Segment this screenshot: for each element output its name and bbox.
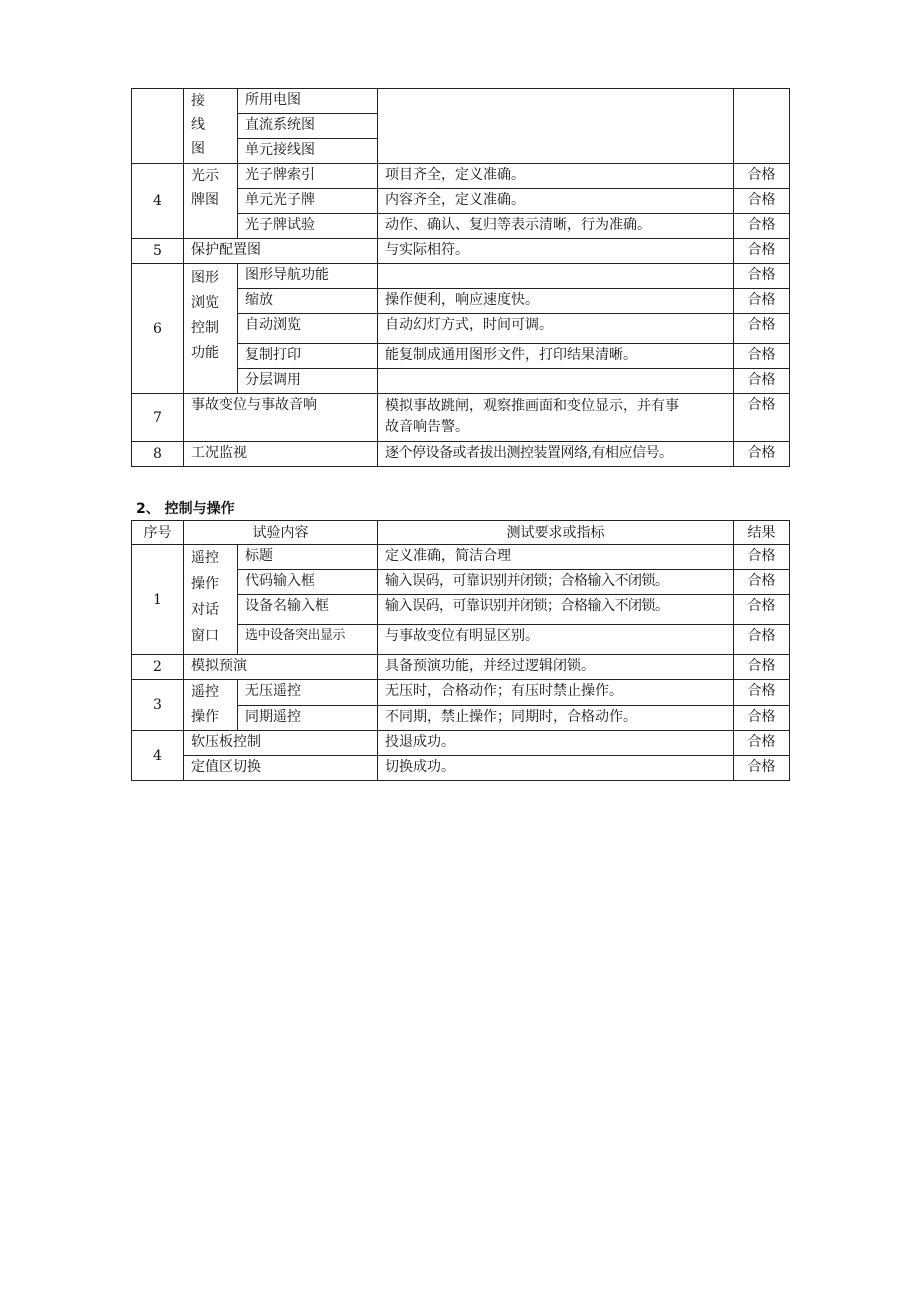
row-number-cell: 5 <box>132 239 184 264</box>
group-label-remote-op: 遥控 操作 <box>184 680 238 731</box>
result-cell: 合格 <box>734 595 790 625</box>
group-label-light-panel: 光示 牌图 <box>184 164 238 239</box>
table-row <box>132 545 790 570</box>
row-number-cell: 3 <box>132 680 184 731</box>
row-number-cell: 4 <box>132 164 184 239</box>
result-cell: 合格 <box>734 214 790 239</box>
result-cell: 合格 <box>734 344 790 369</box>
requirement-cell: 操作便利，响应速度快。 <box>378 289 734 314</box>
requirement-cell: 不同期，禁止操作；同期时，合格动作。 <box>378 705 734 731</box>
item-cell: 定值区切换 <box>184 756 378 781</box>
requirement-cell: 无压时，合格动作；有压时禁止操作。 <box>378 680 734 706</box>
requirement-cell: 投退成功。 <box>378 731 734 756</box>
requirement-cell: 输入误码，可靠识别并闭锁；合格输入不闭锁。 <box>378 595 734 625</box>
item-cell: 标题 <box>238 545 378 570</box>
result-cell <box>734 89 790 164</box>
result-cell: 合格 <box>734 239 790 264</box>
requirement-cell: 项目齐全，定义准确。 <box>378 164 734 189</box>
table-row <box>132 164 790 189</box>
requirement-cell: 与实际相符。 <box>378 239 734 264</box>
table-row <box>132 680 790 706</box>
item-cell: 工况监视 <box>184 442 378 467</box>
item-cell: 事故变位与事故音响 <box>184 394 378 442</box>
row-number-cell: 7 <box>132 394 184 442</box>
requirement-cell: 切换成功。 <box>378 756 734 781</box>
requirement-cell: 逐个停设备或者拔出测控装置网络,有相应信号。 <box>378 442 734 467</box>
table-row <box>132 239 790 264</box>
table-row <box>132 394 790 442</box>
item-cell: 代码输入框 <box>238 570 378 595</box>
result-cell: 合格 <box>734 655 790 680</box>
requirement-cell: 定义准确，简洁合理 <box>378 545 734 570</box>
result-cell: 合格 <box>734 289 790 314</box>
header-result: 结果 <box>734 521 790 545</box>
row-number-cell: 6 <box>132 264 184 394</box>
item-cell: 光子牌索引 <box>238 164 378 189</box>
row-number-cell: 8 <box>132 442 184 467</box>
item-cell: 模拟预演 <box>184 655 378 680</box>
requirement-cell <box>378 369 734 394</box>
group-label-remote-dialog: 遥控 操作 对话 窗口 <box>184 545 238 655</box>
item-cell: 同期遥控 <box>238 705 378 731</box>
group-label-graphics: 图形 浏览 控制 功能 <box>184 264 238 394</box>
row-number-cell: 1 <box>132 545 184 655</box>
requirement-cell: 输入误码，可靠识别并闭锁；合格输入不闭锁。 <box>378 570 734 595</box>
row-number-cell: 4 <box>132 731 184 781</box>
result-cell: 合格 <box>734 731 790 756</box>
header-content: 试验内容 <box>184 521 378 545</box>
display-test-table <box>131 88 790 467</box>
item-cell: 所用电图 <box>238 89 378 114</box>
table-row <box>132 756 790 781</box>
table-row <box>132 264 790 289</box>
result-cell: 合格 <box>734 545 790 570</box>
row-number-cell: 2 <box>132 655 184 680</box>
item-cell: 保护配置图 <box>184 239 378 264</box>
result-cell: 合格 <box>734 625 790 655</box>
result-cell: 合格 <box>734 705 790 731</box>
header-number: 序号 <box>132 521 184 545</box>
item-cell: 无压遥控 <box>238 680 378 706</box>
item-cell: 自动浏览 <box>238 314 378 344</box>
result-cell: 合格 <box>734 314 790 344</box>
result-cell: 合格 <box>734 680 790 706</box>
item-cell: 分层调用 <box>238 369 378 394</box>
table-row <box>132 655 790 680</box>
requirement-cell: 自动幻灯方式，时间可调。 <box>378 314 734 344</box>
table-row <box>132 731 790 756</box>
result-cell: 合格 <box>734 264 790 289</box>
requirement-cell: 模拟事故跳闸，观察推画面和变位显示，并有事 故音响告警。 <box>378 394 734 442</box>
requirement-cell: 能复制成通用图形文件，打印结果清晰。 <box>378 344 734 369</box>
item-cell: 光子牌试验 <box>238 214 378 239</box>
control-operation-table <box>131 520 790 781</box>
result-cell: 合格 <box>734 756 790 781</box>
requirement-cell: 具备预演功能，并经过逻辑闭锁。 <box>378 655 734 680</box>
group-label-wiring: 接 线 图 <box>184 89 238 164</box>
requirement-cell: 内容齐全，定义准确。 <box>378 189 734 214</box>
table-row <box>132 442 790 467</box>
item-cell: 设备名输入框 <box>238 595 378 625</box>
requirement-cell <box>378 264 734 289</box>
section-heading: 2、 控制与操作 <box>136 501 235 517</box>
result-cell: 合格 <box>734 164 790 189</box>
table-row <box>132 89 790 114</box>
header-requirement: 测试要求或指标 <box>378 521 734 545</box>
result-cell: 合格 <box>734 394 790 442</box>
requirement-cell: 与事故变位有明显区别。 <box>378 625 734 655</box>
item-cell: 缩放 <box>238 289 378 314</box>
result-cell: 合格 <box>734 570 790 595</box>
result-cell: 合格 <box>734 442 790 467</box>
item-cell: 复制打印 <box>238 344 378 369</box>
item-cell: 单元光子牌 <box>238 189 378 214</box>
requirement-cell: 动作、确认、复归等表示清晰，行为准确。 <box>378 214 734 239</box>
item-cell: 软压板控制 <box>184 731 378 756</box>
result-cell: 合格 <box>734 189 790 214</box>
table-header-row <box>132 521 790 545</box>
item-cell: 单元接线图 <box>238 139 378 164</box>
item-cell: 图形导航功能 <box>238 264 378 289</box>
item-cell: 选中设备突出显示 <box>238 625 378 655</box>
item-cell: 直流系统图 <box>238 114 378 139</box>
requirement-cell <box>378 89 734 164</box>
row-number-cell <box>132 89 184 164</box>
result-cell: 合格 <box>734 369 790 394</box>
